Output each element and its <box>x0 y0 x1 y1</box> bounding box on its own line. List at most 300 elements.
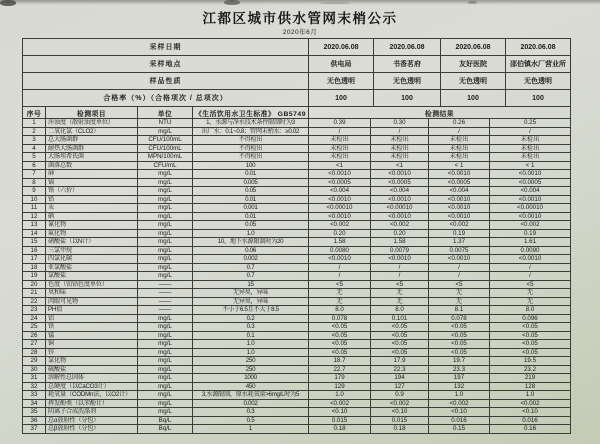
info-row-value: 2020.06.08 <box>441 39 506 56</box>
row-result-value: 0.0080 <box>309 246 371 255</box>
row-result-value: <0.0010 <box>429 212 490 221</box>
row-result-value: <0.002 <box>490 399 571 408</box>
row-standard-limit: 0.2 <box>193 314 309 323</box>
row-result-value: <0.0010 <box>429 204 490 213</box>
row-index: 29 <box>23 357 46 366</box>
row-result-value: <0.002 <box>429 399 490 408</box>
row-item-name: 铁 <box>46 323 138 332</box>
row-standard-limit: 3,水源限制，原水耗氧量>6mg/L时为5 <box>193 391 309 400</box>
row-unit: —— <box>138 306 193 315</box>
row-result-value: <0.0010 <box>309 212 371 221</box>
table-row <box>23 161 571 170</box>
info-row-label: 样品性质 <box>23 73 309 90</box>
row-item-name: 锌 <box>46 348 138 357</box>
row-item-name: 肉眼可见物 <box>46 297 138 306</box>
row-result-value: <0.004 <box>309 187 371 196</box>
row-result-value: 0.101 <box>371 314 429 323</box>
info-row-value: 100 <box>441 90 506 107</box>
row-result-value: 132 <box>429 382 490 391</box>
info-row-value: 书香茗府 <box>374 56 441 73</box>
row-result-value: / <box>490 263 571 272</box>
table-row <box>23 221 571 230</box>
row-unit: mg/L <box>138 331 193 340</box>
row-item-name: 浑浊度（散射浊度单位） <box>46 119 138 128</box>
row-unit: mg/L <box>138 263 193 272</box>
table-row <box>23 195 571 204</box>
row-result-value: 0.015 <box>371 416 429 425</box>
row-result-value: 8.0 <box>309 306 371 315</box>
row-unit: mg/L <box>138 365 193 374</box>
row-unit: CFU/mL <box>138 161 193 170</box>
table-row <box>23 297 571 306</box>
info-row <box>23 90 571 107</box>
row-result-value: <0.0010 <box>429 255 490 264</box>
table-row <box>23 153 571 162</box>
row-standard-limit: 0.005 <box>193 178 309 187</box>
row-standard-limit: 0.3 <box>193 408 309 417</box>
row-standard-limit: 出厂水：0.1~0.8；管网末梢水：≥0.02 <box>193 127 309 136</box>
row-index: 30 <box>23 365 46 374</box>
row-index: 12 <box>23 212 46 221</box>
row-index: 20 <box>23 280 46 289</box>
row-result-value: <0.05 <box>490 348 571 357</box>
row-standard-limit: 0.5 <box>193 416 309 425</box>
row-result-value: 无 <box>490 297 571 306</box>
row-item-name: 溶解性总固体 <box>46 374 138 383</box>
table-row <box>23 365 571 374</box>
table-row <box>23 144 571 153</box>
row-item-name: 四氯化碳 <box>46 255 138 264</box>
row-standard-limit: 不得检出 <box>193 144 309 153</box>
table-row <box>23 280 571 289</box>
table-row <box>23 204 571 213</box>
row-result-value: <0.00010 <box>490 204 571 213</box>
row-result-value: <0.05 <box>429 340 490 349</box>
row-result-value: 0.0090 <box>490 246 571 255</box>
col-header-index: 序号 <box>23 107 46 119</box>
row-unit: mg/L <box>138 272 193 281</box>
row-standard-limit: 不得检出 <box>193 153 309 162</box>
table-row <box>23 408 571 417</box>
row-result-value: 127 <box>371 382 429 391</box>
row-result-value: <0.0010 <box>429 195 490 204</box>
row-standard-limit: 0.01 <box>193 195 309 204</box>
row-result-value: / <box>490 272 571 281</box>
row-unit: mg/L <box>138 204 193 213</box>
row-result-value: 1.37 <box>429 238 490 247</box>
row-result-value: <0.10 <box>309 408 371 417</box>
row-index: 10 <box>23 195 46 204</box>
row-result-value: <0.05 <box>490 331 571 340</box>
table-row <box>23 119 571 128</box>
info-row-value: 2020.06.08 <box>506 39 571 56</box>
row-result-value: <0.0010 <box>490 212 571 221</box>
row-standard-limit: 0.002 <box>193 255 309 264</box>
row-standard-limit: 0.05 <box>193 187 309 196</box>
row-item-name: 大肠埃希氏菌 <box>46 153 138 162</box>
scanner-edge-artifact <box>0 0 600 5</box>
info-row-value: 邵伯镇水厂营业所 <box>506 56 571 73</box>
row-item-name: 氯化物 <box>46 357 138 366</box>
row-item-name: 臭和味 <box>46 289 138 298</box>
row-unit: mg/L <box>138 195 193 204</box>
scan-smudge <box>0 0 16 6</box>
row-standard-limit: 无异臭，异味 <box>193 297 309 306</box>
row-result-value: 未检出 <box>490 144 571 153</box>
row-standard-limit: 250 <box>193 365 309 374</box>
row-result-value: 219 <box>490 374 571 383</box>
row-result-value: <0.0010 <box>371 255 429 264</box>
table-row <box>23 374 571 383</box>
row-result-value: <0.002 <box>309 221 371 230</box>
row-result-value: <0.05 <box>429 348 490 357</box>
row-standard-limit: 0.001 <box>193 204 309 213</box>
row-index: 8 <box>23 178 46 187</box>
row-result-value: <0.0010 <box>490 170 571 179</box>
row-standard-limit: 1.0 <box>193 348 309 357</box>
row-index: 31 <box>23 374 46 383</box>
row-index: 25 <box>23 323 46 332</box>
row-result-value: 未检出 <box>371 136 429 145</box>
row-standard-limit: 250 <box>193 357 309 366</box>
row-result-value: 1.58 <box>371 238 429 247</box>
row-result-value: <0.0010 <box>371 170 429 179</box>
row-result-value: 19.5 <box>490 357 571 366</box>
row-index: 37 <box>23 425 46 434</box>
row-index: 14 <box>23 229 46 238</box>
row-result-value: <5 <box>371 280 429 289</box>
row-result-value: <0.004 <box>371 187 429 196</box>
row-index: 1 <box>23 119 46 128</box>
row-result-value: 194 <box>371 374 429 383</box>
row-result-value: <0.0010 <box>371 195 429 204</box>
table-row <box>23 178 571 187</box>
table-row <box>23 348 571 357</box>
row-result-value: 无 <box>309 289 371 298</box>
row-result-value: 0.9 <box>371 391 429 400</box>
row-unit: mg/L <box>138 212 193 221</box>
row-result-value: 197 <box>429 374 490 383</box>
row-result-value: 1.0 <box>429 391 490 400</box>
row-standard-limit: 不小于6.5且不大于8.5 <box>193 306 309 315</box>
row-result-value: 22.7 <box>309 365 371 374</box>
row-result-value: 0.078 <box>309 314 371 323</box>
row-result-value: 8.0 <box>371 306 429 315</box>
row-result-value: <0.00010 <box>371 204 429 213</box>
row-standard-limit: 0.1 <box>193 331 309 340</box>
row-result-value: / <box>371 263 429 272</box>
row-unit: mg/L <box>138 221 193 230</box>
row-result-value: 0.18 <box>309 425 371 434</box>
row-unit: mg/L <box>138 255 193 264</box>
info-row-value: 2020.06.08 <box>374 39 441 56</box>
row-unit: mg/L <box>138 382 193 391</box>
row-item-name: 耗氧量（CODMn法，以O2计） <box>46 391 138 400</box>
table-row <box>23 136 571 145</box>
row-result-value: <0.0010 <box>309 170 371 179</box>
row-unit: mg/L <box>138 348 193 357</box>
row-result-value: / <box>309 272 371 281</box>
row-index: 18 <box>23 263 46 272</box>
info-row-label: 合格率（%）（合格项次 / 总项次） <box>23 90 309 107</box>
row-item-name: 总α放射性（分包） <box>46 416 138 425</box>
row-standard-limit: 15 <box>193 280 309 289</box>
row-item-name: 氟化物 <box>46 229 138 238</box>
row-unit: CFU/100mL <box>138 144 193 153</box>
row-index: 35 <box>23 408 46 417</box>
row-unit: Bq/L <box>138 416 193 425</box>
row-result-value: <0.0010 <box>309 255 371 264</box>
row-result-value: 0.096 <box>490 314 571 323</box>
row-unit: —— <box>138 280 193 289</box>
row-index: 6 <box>23 161 46 170</box>
row-unit: mg/L <box>138 399 193 408</box>
scan-smudge <box>468 1 477 4</box>
table-row <box>23 255 571 264</box>
results-table <box>22 106 571 434</box>
row-standard-limit: 10，地下水源限制时为20 <box>193 238 309 247</box>
row-result-value: <0.0005 <box>371 178 429 187</box>
table-row <box>23 391 571 400</box>
row-standard-limit: 1 <box>193 425 309 434</box>
row-index: 36 <box>23 416 46 425</box>
row-result-value: 0.0079 <box>371 246 429 255</box>
row-result-value: <1 <box>371 161 429 170</box>
table-row <box>23 127 571 136</box>
table-row <box>23 340 571 349</box>
row-result-value: <0.05 <box>371 331 429 340</box>
row-index: 5 <box>23 153 46 162</box>
row-result-value: <0.0010 <box>309 195 371 204</box>
row-result-value: <0.10 <box>429 408 490 417</box>
row-unit: mg/L <box>138 357 193 366</box>
row-result-value: <0.0005 <box>490 178 571 187</box>
row-result-value: <0.004 <box>490 187 571 196</box>
row-result-value: 1.58 <box>309 238 371 247</box>
row-index: 3 <box>23 136 46 145</box>
row-index: 26 <box>23 331 46 340</box>
report-month: 2020年6月 <box>282 29 318 36</box>
info-row-value: 友好医院 <box>441 56 506 73</box>
info-row <box>23 39 571 56</box>
row-result-value: <0.004 <box>429 187 490 196</box>
row-result-value: <0.05 <box>490 323 571 332</box>
row-item-name: 菌落总数 <box>46 161 138 170</box>
row-result-value: 17.9 <box>371 357 429 366</box>
table-row <box>23 382 571 391</box>
row-index: 32 <box>23 382 46 391</box>
row-standard-limit: 0.7 <box>193 263 309 272</box>
row-item-name: 总硬度（以CaCO3计） <box>46 382 138 391</box>
row-standard-limit: 0.06 <box>193 246 309 255</box>
row-result-value: 无 <box>429 289 490 298</box>
row-result-value: 未检出 <box>490 153 571 162</box>
row-index: 17 <box>23 255 46 264</box>
row-unit: —— <box>138 297 193 306</box>
row-standard-limit: 不得检出 <box>193 136 309 145</box>
info-row-value: 无色透明 <box>309 73 374 90</box>
row-index: 2 <box>23 127 46 136</box>
row-unit: mg/L <box>138 374 193 383</box>
row-unit: mg/L <box>138 391 193 400</box>
row-result-value: 0.016 <box>490 416 571 425</box>
row-index: 9 <box>23 187 46 196</box>
row-result-value: <0.002 <box>490 221 571 230</box>
row-item-name: 阴离子合成洗涤剂 <box>46 408 138 417</box>
row-result-value: 0.015 <box>309 416 371 425</box>
row-item-name: 硝酸盐（以N计） <box>46 238 138 247</box>
info-row-value: 100 <box>506 90 571 107</box>
row-result-value: 无 <box>309 297 371 306</box>
row-result-value: 129 <box>309 382 371 391</box>
row-result-value: 未检出 <box>309 153 371 162</box>
row-item-name: PH值 <box>46 306 138 315</box>
table-row <box>23 323 571 332</box>
row-result-value: / <box>429 263 490 272</box>
info-row-value: 100 <box>374 90 441 107</box>
row-index: 22 <box>23 297 46 306</box>
row-index: 21 <box>23 289 46 298</box>
row-index: 4 <box>23 144 46 153</box>
info-row <box>23 56 571 73</box>
table-row <box>23 425 571 434</box>
row-item-name: 汞 <box>46 204 138 213</box>
report-tables <box>22 38 570 434</box>
row-result-value: <0.05 <box>429 331 490 340</box>
row-item-name: 亚氯酸盐 <box>46 263 138 272</box>
table-row <box>23 263 571 272</box>
row-result-value: <5 <box>309 280 371 289</box>
row-result-value: <0.05 <box>309 348 371 357</box>
row-item-name: 铜 <box>46 340 138 349</box>
row-result-value: <0.05 <box>371 340 429 349</box>
row-unit: mg/L <box>138 229 193 238</box>
row-result-value: 0.30 <box>371 119 429 128</box>
row-index: 28 <box>23 348 46 357</box>
row-standard-limit: 1.0 <box>193 340 309 349</box>
row-result-value: < 1 <box>490 161 571 170</box>
row-unit: mg/L <box>138 127 193 136</box>
table-row <box>23 289 571 298</box>
row-result-value: 未检出 <box>429 136 490 145</box>
row-result-value: 0.20 <box>309 229 371 238</box>
row-result-value: 0.15 <box>429 425 490 434</box>
row-unit: mg/L <box>138 323 193 332</box>
row-result-value: 0.19 <box>429 229 490 238</box>
table-row <box>23 416 571 425</box>
row-result-value: <0.002 <box>371 399 429 408</box>
column-header-row <box>23 107 571 119</box>
info-row-label: 采样日期 <box>23 39 309 56</box>
row-item-name: 耐热大肠菌群 <box>46 144 138 153</box>
row-index: 23 <box>23 306 46 315</box>
row-result-value: <0.05 <box>309 331 371 340</box>
row-standard-limit: 450 <box>193 382 309 391</box>
row-standard-limit: 0.01 <box>193 212 309 221</box>
row-standard-limit: 0.05 <box>193 221 309 230</box>
row-index: 7 <box>23 170 46 179</box>
row-result-value: / <box>490 127 571 136</box>
row-standard-limit: 无异臭，异味 <box>193 289 309 298</box>
row-item-name: 三氯甲烷 <box>46 246 138 255</box>
row-item-name: 氯酸盐 <box>46 272 138 281</box>
row-result-value: 23.2 <box>490 365 571 374</box>
row-result-value: 128 <box>490 382 571 391</box>
row-result-value: 8.0 <box>490 306 571 315</box>
row-result-value: / <box>429 272 490 281</box>
row-index: 11 <box>23 204 46 213</box>
row-result-value: 1.0 <box>490 391 571 400</box>
row-result-value: 未检出 <box>371 153 429 162</box>
row-item-name: 砷 <box>46 170 138 179</box>
table-row <box>23 399 571 408</box>
row-item-name: 硫酸盐 <box>46 365 138 374</box>
row-index: 15 <box>23 238 46 247</box>
table-row <box>23 187 571 196</box>
row-result-value: <0.0010 <box>429 170 490 179</box>
row-index: 33 <box>23 391 46 400</box>
row-item-name: 总β放射性（分包） <box>46 425 138 434</box>
row-result-value: <0.05 <box>490 340 571 349</box>
table-row <box>23 331 571 340</box>
table-row <box>23 238 571 247</box>
table-row <box>23 246 571 255</box>
row-unit: CFU/100mL <box>138 136 193 145</box>
row-index: 19 <box>23 272 46 281</box>
row-result-value: <5 <box>490 280 571 289</box>
row-item-name: 挥发酚类（以苯酚计） <box>46 399 138 408</box>
row-result-value: / <box>371 127 429 136</box>
info-row-value: 无色透明 <box>441 73 506 90</box>
row-standard-limit: 100 <box>193 161 309 170</box>
row-unit: MPN/100mL <box>138 153 193 162</box>
info-row-value: 供电局 <box>309 56 374 73</box>
row-result-value: 未检出 <box>429 144 490 153</box>
row-result-value: < 1 <box>429 161 490 170</box>
row-result-value: 未检出 <box>429 153 490 162</box>
row-item-name: 铬（六价） <box>46 187 138 196</box>
row-result-value: 未检出 <box>309 136 371 145</box>
row-result-value: <0.10 <box>371 408 429 417</box>
row-result-value: 1.0 <box>309 391 371 400</box>
row-unit: mg/L <box>138 340 193 349</box>
row-result-value: <0.0005 <box>429 178 490 187</box>
row-standard-limit: 0.01 <box>193 170 309 179</box>
row-index: 27 <box>23 340 46 349</box>
row-unit: mg/L <box>138 314 193 323</box>
table-row <box>23 212 571 221</box>
row-result-value: 0.25 <box>490 119 571 128</box>
table-row <box>23 306 571 315</box>
row-unit: NTU <box>138 119 193 128</box>
row-unit: mg/L <box>138 246 193 255</box>
row-result-value: <0.0005 <box>309 178 371 187</box>
table-row <box>23 229 571 238</box>
row-item-name: 总大肠菌群 <box>46 136 138 145</box>
row-standard-limit: 1000 <box>193 374 309 383</box>
page-title: 江都区城市供水管网末梢公示 <box>202 11 398 26</box>
row-result-value: <0.05 <box>371 348 429 357</box>
table-row <box>23 357 571 366</box>
info-row-value: 无色透明 <box>506 73 571 90</box>
row-standard-limit: 1、水源与净水技术条件限制时为3 <box>193 119 309 128</box>
row-result-value: <0.002 <box>371 221 429 230</box>
row-item-name: 铝 <box>46 314 138 323</box>
row-result-value: 18.7 <box>309 357 371 366</box>
info-row-value: 2020.06.08 <box>309 39 374 56</box>
row-result-value: <0.002 <box>429 221 490 230</box>
row-result-value: <0.05 <box>371 323 429 332</box>
